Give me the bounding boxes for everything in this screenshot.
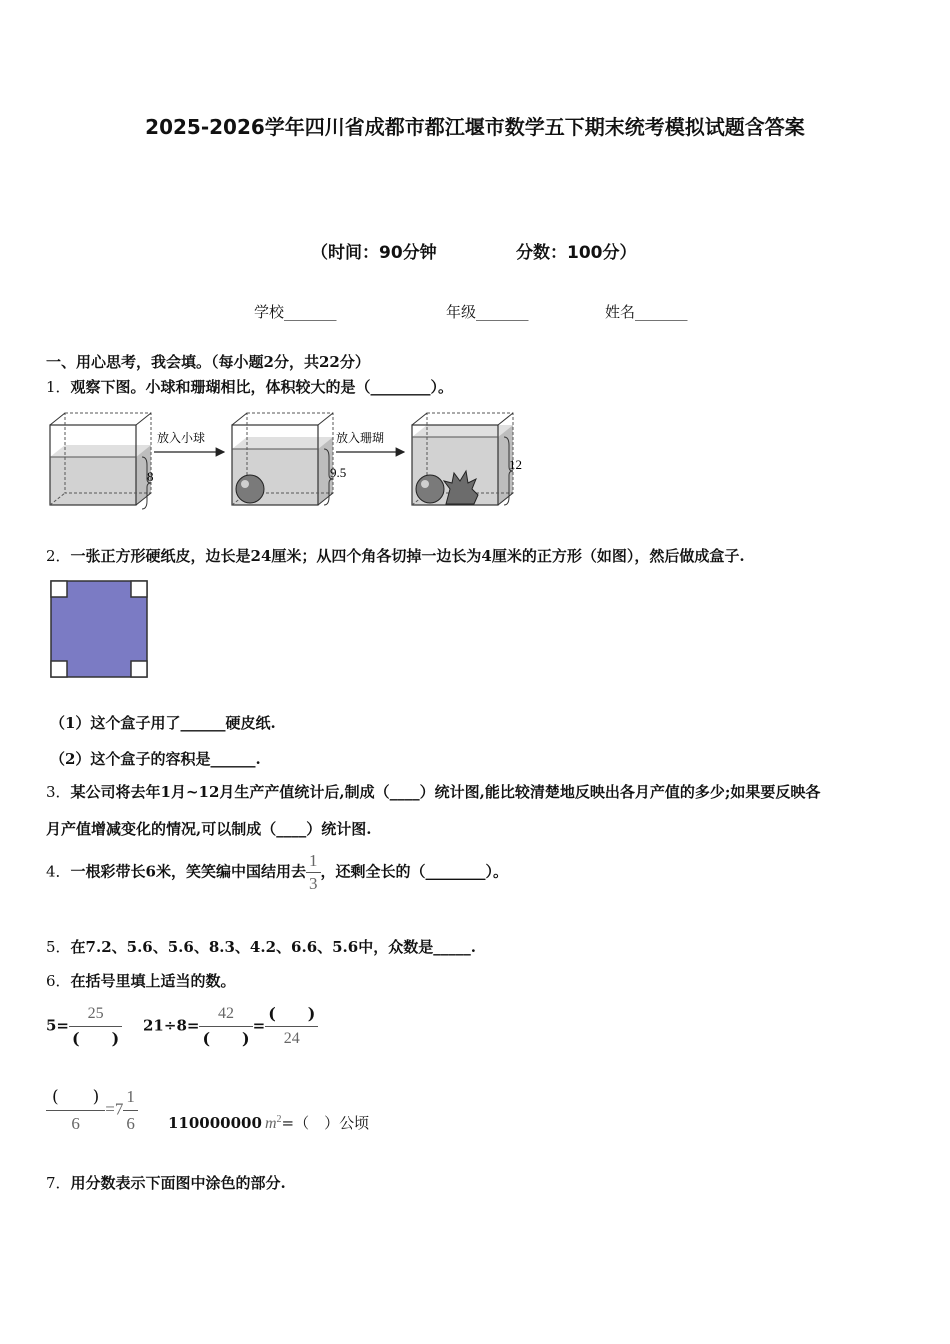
- question-text: 观察下图。小球和珊瑚相比，体积较大的是（________）。: [70, 378, 454, 396]
- question-text: 用分数表示下面图中涂色的部分.: [70, 1174, 286, 1192]
- q6-expr-2: [143, 1002, 318, 1051]
- q6-expr-4: [168, 1112, 369, 1133]
- name-field: 姓名_______: [605, 303, 688, 321]
- expr-lhs: 5=: [46, 1016, 70, 1035]
- question-1: [46, 376, 453, 397]
- conversion-text: =（ ）公顷: [281, 1114, 370, 1132]
- question-number: 2．: [46, 547, 71, 565]
- fraction-numerator-blank: ( ): [268, 1004, 316, 1023]
- height-label-1: 8: [147, 469, 154, 484]
- unit-exponent: 2: [276, 1114, 282, 1125]
- q6-expr-1: [46, 1002, 122, 1051]
- arrow-label-2: 放入珊瑚: [336, 431, 385, 445]
- grade-field: 年级_______: [446, 303, 529, 321]
- question-3: [46, 781, 820, 802]
- exam-time: （时间：90分钟: [311, 243, 437, 263]
- area-number: 110000000: [168, 1114, 262, 1132]
- question-5: [46, 936, 476, 957]
- tank-with-coral: [412, 413, 513, 505]
- tank-initial: [50, 413, 151, 505]
- unit-m: m: [264, 1115, 277, 1132]
- q2-sub1: （1）这个盒子用了______硬皮纸.: [50, 714, 276, 732]
- question-text: 一张正方形硬纸皮，边长是24厘米；从四个角各切掉一边长为4厘米的正方形（如图），然后做成盒子.: [70, 547, 745, 565]
- q2-sub2: （2）这个盒子的容积是______.: [50, 750, 261, 768]
- fraction-denominator: 3: [306, 872, 321, 895]
- arrow-label-1: 放入小球: [157, 431, 206, 445]
- question-number: 5．: [46, 938, 71, 956]
- fraction-denominator: 6: [46, 1110, 105, 1137]
- exam-score: 分数：100分）: [516, 243, 637, 263]
- mixed-number-whole: =7: [105, 1099, 124, 1119]
- q6-expr-3: [46, 1084, 138, 1137]
- question-7: [46, 1172, 286, 1193]
- question-text: 在7.2、5.6、5.6、8.3、4.2、6.6、5.6中，众数是_____.: [70, 938, 476, 956]
- fraction-denominator-blank: ( ): [69, 1026, 122, 1051]
- fraction-denominator: 6: [123, 1110, 138, 1137]
- height-label-2: 9.5: [330, 465, 347, 480]
- school-field: 学校_______: [254, 303, 337, 321]
- fraction-denominator-blank: ( ): [199, 1026, 252, 1051]
- page-title: 2025-2026学年四川省成都市都江堰市数学五下期末统考模拟试题含答案: [145, 115, 805, 139]
- q1-figure: [46, 405, 536, 510]
- tank-with-ball: [232, 413, 333, 505]
- fraction-numerator: 1: [126, 1087, 135, 1106]
- question-2: [46, 545, 745, 566]
- fraction-denominator: 24: [265, 1026, 318, 1051]
- corner-cut: [131, 661, 147, 677]
- height-label-3: 12: [509, 457, 522, 472]
- question-number: 7．: [46, 1174, 71, 1192]
- fraction-numerator: 1: [309, 851, 318, 870]
- question-4: [46, 850, 508, 895]
- question-text: 一根彩带长6米，笑笑编中国结用去: [70, 862, 306, 881]
- fraction-numerator: 42: [218, 1005, 235, 1022]
- question-text-after: ，还剩全长的（________）。: [320, 862, 509, 881]
- cardboard-figure: [50, 580, 148, 678]
- fraction-numerator-blank: ( ): [52, 1087, 100, 1107]
- question-number: 1．: [46, 378, 71, 396]
- question-3-line2: 月产值增减变化的情况,可以制成（____）统计图.: [46, 820, 372, 838]
- corner-cut: [51, 661, 67, 677]
- expr-lhs: 21÷8=: [143, 1016, 200, 1035]
- question-number: 4．: [46, 862, 71, 881]
- section-heading: 一、用心思考，我会填。（每小题2分，共22分）: [46, 353, 370, 371]
- question-number: 6．: [46, 972, 71, 990]
- equals-sign: =: [252, 1016, 266, 1035]
- question-6: [46, 970, 236, 991]
- question-text: 在括号里填上适当的数。: [70, 972, 236, 990]
- corner-cut: [131, 581, 147, 597]
- fraction-numerator: 25: [87, 1005, 104, 1022]
- question-text-line1: 某公司将去年1月~12月生产产值统计后,制成（____）统计图,能比较清楚地反映出各月产值的多少;如果要反映各: [70, 783, 821, 801]
- question-number: 3．: [46, 783, 71, 801]
- corner-cut: [51, 581, 67, 597]
